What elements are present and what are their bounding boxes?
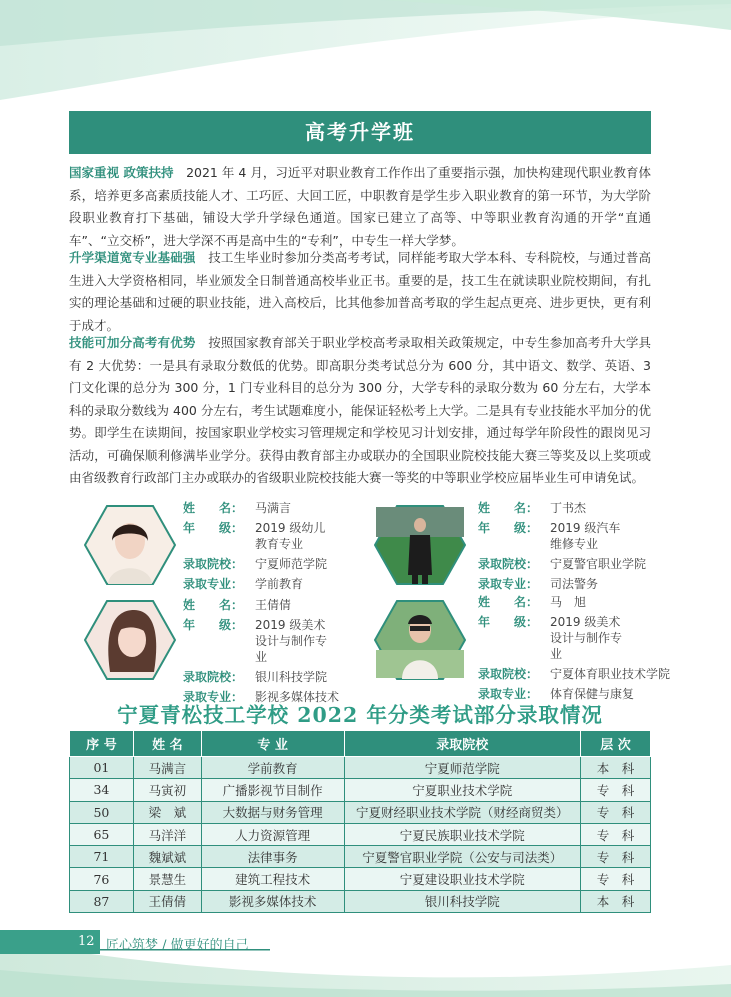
student-info: 姓 名： 马满言 年 级： 2019 级幼儿教育专业 录取院校： 宁夏师范学院 录取专业： 学前教育 [183,500,337,596]
student-photo [84,600,176,680]
student-school: 宁夏师范学院 [255,557,328,571]
paragraph-channels [69,247,651,337]
student-name: 丁书杰 [550,501,587,515]
page-footer [0,930,731,954]
student-grade: 2019 级汽车维修专业 [550,521,621,551]
paragraph-lead: 升学渠道宽专业基础强 [69,250,196,265]
student-grade: 2019 级幼儿教育专业 [255,521,326,551]
student-name: 王倩倩 [255,598,292,612]
paragraph-lead: 技能可加分高考有优势 [69,335,196,350]
table-row: 71 魏斌斌 法律事务 宁夏警官职业学院（公安与司法类） 专 科 [70,846,651,868]
paragraph-lead: 国家重视 政策扶持 [69,165,174,180]
student-major: 影视多媒体技术 [255,690,340,704]
student-major: 学前教育 [255,577,304,591]
student-school: 银川科技学院 [255,670,328,684]
student-info: 姓 名： 丁书杰 年 级： 2019 级汽车维修专业 录取院校： 宁夏警官职业学院 录取专业： 司法警务 [478,501,647,591]
table-row: 01 马满言 学前教育 宁夏师范学院 本 科 [70,757,651,779]
paragraph-text: 2021 年 4 月，习近平对职业教育工作作出了重要指示强，加快构建现代职业教育体系，培养更多高素质技能人才、工巧匠、大回工匠，中职教育是学生步入职业教育的第一环节，为大学阶段职业教育打下基础，铺设大学升学绿色通道。国家已建立了高等、中等职业教育沟通的开学“直通车”、“立交桥”，进大学深不再是高中生的“专利”，中专生一样大学梦。 [69,165,651,248]
student-photo [374,600,466,680]
student-info: 姓 名： 王倩倩 年 级： 2019 级美术设计与制作专业 录取院校： 银川科技学院 录取专业： 影视多媒体技术 [183,598,340,704]
top-wave-decoration [0,0,731,110]
student-info: 姓 名： 马 旭 年 级： 2019 级美术设计与制作专业 录取院校： 宁夏体育职业技术学院 录取专业： 体育保健与康复 [478,595,671,701]
table-row: 50 梁 斌 大数据与财务管理 宁夏财经职业技术学院（财经商贸类） 专 科 [70,801,651,823]
student-grade: 2019 级美术设计与制作专业 [550,615,623,661]
table-row: 76 景慧生 建筑工程技术 宁夏建设职业技术学院 专 科 [70,868,651,890]
paragraph-text: 技工生毕业时参加分类高考考试，同样能考取大学本科、专科院校，与通过普高生进入大学资格相同，毕业颁发全日制普通高校毕业正书。重要的是，技工生在就读职业院校期间，有扎实的理论基础和过硬的职业技能，进入高校后，比其他参加普高考取的学生起点更亮、进步更快，更有利于成才。 [69,250,651,333]
page-number: 12 [78,934,95,949]
student-photo [84,505,176,585]
student-school: 宁夏警官职业学院 [550,557,647,571]
student-name: 马 旭 [550,595,587,609]
col-header-major: 专 业 [201,731,344,757]
col-header-level: 层 次 [581,731,651,757]
student-grade: 2019 级美术设计与制作专业 [255,618,328,664]
footer-slogan: 匠心筑梦 / 做更好的自己 [106,938,249,953]
table-row: 34 马寅初 广播影视节目制作 宁夏职业技术学院 专 科 [70,779,651,801]
student-photo [374,505,466,585]
table-row: 87 王倩倩 影视多媒体技术 银川科技学院 本 科 [70,890,651,912]
student-school: 宁夏体育职业技术学院 [550,667,671,681]
student-name: 马满言 [255,501,292,515]
col-header-name: 姓 名 [133,731,201,757]
col-header-school: 录取院校 [344,731,581,757]
paragraph-policy [69,162,651,252]
table-title: 宁夏青松技工学校 2022 年分类考试部分录取情况 [117,703,603,727]
col-header-number: 序 号 [70,731,134,757]
student-major: 体育保健与康复 [550,687,635,701]
table-row: 65 马洋洋 人力资源管理 宁夏民族职业技术学院 专 科 [70,823,651,845]
section-title: 高考升学班 [69,111,651,154]
paragraph-text: 按照国家教育部关于职业学校高考录取相关政策规定，中专生参加高考升大学具有 2 大优势：一是具有录取分数低的优势。即高职分类考试总分为 600 分，其中语文、数学、英语、3 门文化课的总分为 300 分，1 门专业科目的总分为 300 分，大学专科的录取分数为 60 分左右，大学本科的录取分数线为 400 分左右，考生试题难度小，能保证轻松考上大学。二是具有专业技能水平加分的优势。即学生在读期间，按国家职业学校实习管理规定和学校见习计划安排，通过每学年阶段性的跟岗见习活动，可确保顺利修满毕业学分。获得由教育部主办或联办的全国职业院校技能大赛三等奖及以上奖项或由省级教育行政部门主办或联办的省级职业院校技能大赛一等奖的中等职业学校应届毕业生可申请免试。 [69,335,651,485]
student-major: 司法警务 [550,577,599,591]
paragraph-advantages [69,332,651,490]
table-header-row [70,731,651,757]
